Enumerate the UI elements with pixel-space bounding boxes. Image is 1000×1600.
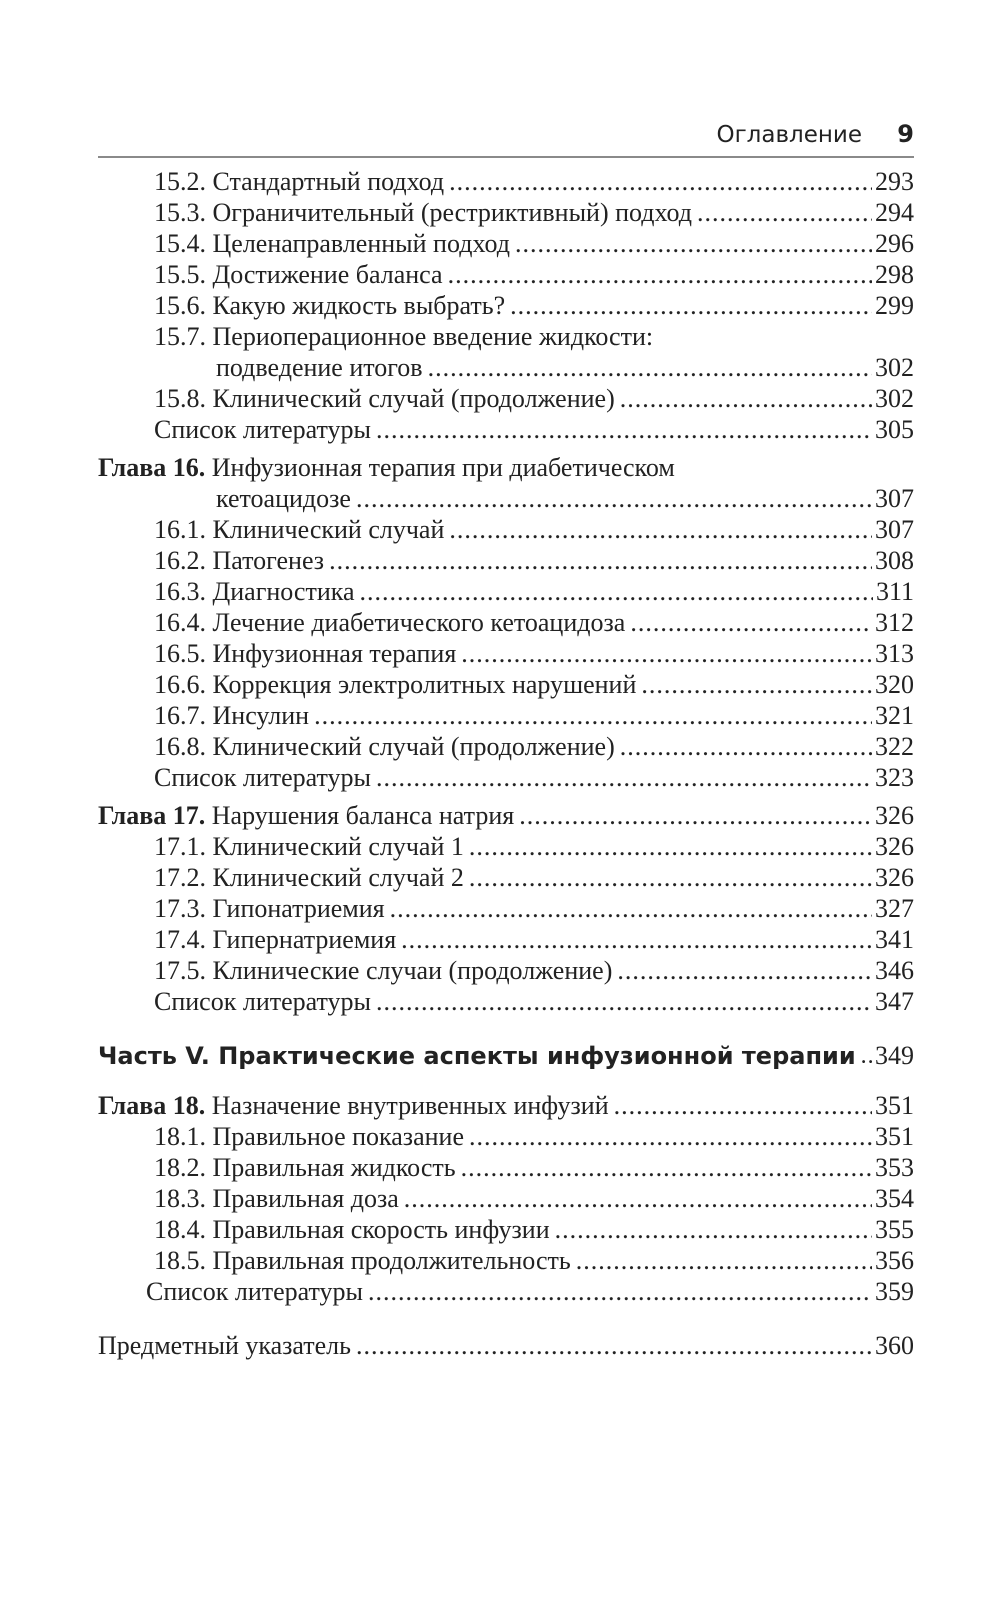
toc-entry[interactable]: [98, 1245, 914, 1277]
toc-entry[interactable]: [98, 862, 914, 894]
leader-dots: [356, 483, 872, 515]
leader-dots: [401, 924, 872, 956]
running-header: [98, 114, 914, 158]
toc-entry-title: Список литературы: [154, 763, 371, 792]
toc-entry-title: 16.6. Коррекция электролитных нарушений: [154, 670, 637, 699]
toc-entry-title: 17.5. Клинические случаи (продолжение): [154, 956, 613, 985]
toc-entry[interactable]: [98, 1121, 914, 1153]
toc-entry[interactable]: [98, 762, 914, 794]
toc-entry[interactable]: [98, 259, 914, 291]
leader-dots: [376, 414, 872, 446]
toc-entry-title: 18.1. Правильное показание: [154, 1122, 464, 1151]
header-page-number: 9: [897, 120, 914, 148]
leader-dots: [461, 1152, 872, 1184]
toc-entry-page: 323: [875, 763, 914, 792]
toc-entry-title: 18.5. Правильная продолжительность: [154, 1246, 571, 1275]
toc-entry-page: 307: [875, 515, 914, 544]
toc-entry-page: 308: [875, 546, 914, 575]
toc-entry[interactable]: [98, 986, 914, 1018]
leader-dots: [428, 352, 872, 384]
toc-entry-page: 313: [875, 639, 914, 668]
toc-entry-page: 346: [875, 956, 914, 985]
leader-dots: [515, 228, 872, 260]
toc-entry[interactable]: [98, 700, 914, 732]
leader-dots: [376, 762, 872, 794]
toc-entry-page: 294: [875, 198, 914, 227]
toc-entry-page: 321: [875, 701, 914, 730]
toc-entry-title: подведение итогов: [216, 353, 423, 382]
toc-entry-page: 326: [875, 863, 914, 892]
toc-entry-page: 351: [875, 1122, 914, 1151]
toc-entry[interactable]: [98, 576, 914, 608]
leader-dots: [614, 1090, 872, 1122]
toc-entry-title: 17.1. Клинический случай 1: [154, 832, 464, 861]
toc-entry-title: 15.3. Ограничительный (рестриктивный) подход: [154, 198, 692, 227]
leader-dots: [356, 1330, 872, 1362]
toc-entry[interactable]: [98, 893, 914, 925]
toc-entry-page: 356: [875, 1246, 914, 1275]
leader-dots: [469, 862, 872, 894]
chapter-title: Нарушения баланса натрия: [211, 801, 515, 830]
toc-entry-title: 17.4. Гипернатриемия: [154, 925, 397, 954]
toc-entry-page: 307: [875, 484, 914, 513]
leader-dots: [449, 166, 872, 198]
chapter-title: Назначение внутривенных инфузий: [211, 1091, 609, 1120]
toc-entry-page: 320: [875, 670, 914, 699]
leader-dots: [620, 383, 872, 415]
toc-entry[interactable]: [98, 514, 914, 546]
toc-entry[interactable]: [98, 1276, 914, 1308]
toc-entry-title: 15.2. Стандартный подход: [154, 167, 445, 196]
toc-entry-title: 16.3. Диагностика: [154, 577, 355, 606]
leader-dots: [329, 545, 872, 577]
toc-entry-page: 355: [875, 1215, 914, 1244]
leader-dots: [461, 638, 872, 670]
chapter-label: Глава 18.: [98, 1091, 206, 1120]
toc-entry-title: 17.3. Гипонатриемия: [154, 894, 385, 923]
toc-entry-title: Список литературы: [146, 1277, 363, 1306]
toc-entry-title: 16.2. Патогенез: [154, 546, 325, 575]
leader-dots: [620, 731, 872, 763]
toc-entry-title: 15.7. Периоперационное введение жидкости:: [154, 322, 654, 351]
toc-entry-title: 17.2. Клинический случай 2: [154, 863, 464, 892]
toc-entry-page: 359: [875, 1277, 914, 1306]
leader-dots: [469, 831, 872, 863]
toc-entry-page: 327: [875, 894, 914, 923]
chapter-label: Глава 16.: [98, 453, 206, 482]
leader-dots: [641, 669, 872, 701]
leader-dots: [630, 607, 872, 639]
toc-entry-title: 15.5. Достижение баланса: [154, 260, 443, 289]
toc-entry-page: 311: [875, 577, 914, 606]
toc-entry[interactable]: [98, 352, 914, 384]
leader-dots: [376, 986, 872, 1018]
toc-entry-title: 18.4. Правильная скорость инфузии: [154, 1215, 550, 1244]
header-title: Оглавление: [716, 122, 862, 148]
toc-entry[interactable]: [98, 638, 914, 670]
toc-entry[interactable]: [98, 1214, 914, 1246]
toc-entry[interactable]: [98, 166, 914, 198]
leader-dots: [314, 700, 872, 732]
leader-dots: [469, 1121, 872, 1153]
toc-entry[interactable]: [98, 924, 914, 956]
leader-dots: [368, 1276, 872, 1308]
part-title: Часть V. Практические аспекты инфузионной терапии: [98, 1042, 856, 1070]
toc-entry-page: 341: [875, 925, 914, 954]
toc-entry-title: 18.2. Правильная жидкость: [154, 1153, 456, 1182]
toc-entry-page: 353: [875, 1153, 914, 1182]
toc-entry-page: 322: [875, 732, 914, 761]
toc-entry[interactable]: [98, 955, 914, 987]
toc-entry-page: 326: [875, 801, 914, 830]
toc-entry-page: 349: [875, 1041, 914, 1070]
toc-entry[interactable]: [98, 1183, 914, 1215]
toc-entry-page: 299: [875, 291, 914, 320]
toc-entry-page: 305: [875, 415, 914, 444]
toc-chapter[interactable]: [98, 452, 914, 484]
toc-entry-title: 15.4. Целенаправленный подход: [154, 229, 510, 258]
toc-entry-page: 298: [875, 260, 914, 289]
leader-dots: [861, 1040, 872, 1072]
toc-entry[interactable]: [98, 290, 914, 322]
leader-dots: [576, 1245, 872, 1277]
leader-dots: [555, 1214, 872, 1246]
leader-dots: [617, 955, 872, 987]
toc-entry[interactable]: [98, 321, 914, 353]
toc-entry-page: 296: [875, 229, 914, 258]
leader-dots: [697, 197, 872, 229]
toc-entry-title: Список литературы: [154, 987, 371, 1016]
toc-entry-title: 16.1. Клинический случай: [154, 515, 445, 544]
toc-entry-title: 16.4. Лечение диабетического кетоацидоза: [154, 608, 626, 637]
toc-entry-title: Предметный указатель: [98, 1331, 352, 1360]
toc-entry[interactable]: [98, 383, 914, 415]
toc-entry-page: 312: [875, 608, 914, 637]
leader-dots: [510, 290, 872, 322]
leader-dots: [404, 1183, 872, 1215]
toc-entry-title: 16.7. Инсулин: [154, 701, 310, 730]
toc-chapter[interactable]: [98, 800, 914, 832]
toc-entry-page: 347: [875, 987, 914, 1016]
toc-entry[interactable]: [98, 228, 914, 260]
toc-entry-page: 293: [875, 167, 914, 196]
toc-entry[interactable]: [98, 607, 914, 639]
toc-chapter[interactable]: [98, 1090, 914, 1122]
toc-entry-title: кетоацидозе: [216, 484, 351, 513]
toc-entry-page: 302: [875, 384, 914, 413]
toc-entry-page: 360: [875, 1331, 914, 1360]
leader-dots: [449, 514, 872, 546]
toc-entry[interactable]: [98, 545, 914, 577]
toc-entry-title: Список литературы: [154, 415, 371, 444]
toc-entry[interactable]: [98, 731, 914, 763]
toc-entry[interactable]: [98, 483, 914, 515]
chapter-title: Инфузионная терапия при диабетическом: [211, 453, 675, 482]
toc-entry-page: 326: [875, 832, 914, 861]
toc-entry[interactable]: [98, 669, 914, 701]
chapter-label: Глава 17.: [98, 801, 206, 830]
leader-dots: [390, 893, 872, 925]
toc-entry-title: 15.8. Клинический случай (продолжение): [154, 384, 615, 413]
toc-entry-page: 354: [875, 1184, 914, 1213]
toc-index-entry[interactable]: [98, 1330, 914, 1362]
toc-entry[interactable]: [98, 1152, 914, 1184]
toc-entry[interactable]: [98, 414, 914, 446]
toc-part[interactable]: [98, 1040, 914, 1072]
toc-entry-title: 16.8. Клинический случай (продолжение): [154, 732, 615, 761]
toc-entry-title: 16.5. Инфузионная терапия: [154, 639, 457, 668]
toc-entry-page: 351: [875, 1091, 914, 1120]
leader-dots: [519, 800, 872, 832]
toc-entry[interactable]: [98, 831, 914, 863]
leader-dots: [360, 576, 873, 608]
leader-dots: [448, 259, 872, 291]
toc-entry-title: 18.3. Правильная доза: [154, 1184, 399, 1213]
toc-entry-page: 302: [875, 353, 914, 382]
toc-entry-title: 15.6. Какую жидкость выбрать?: [154, 291, 506, 320]
toc-entry[interactable]: [98, 197, 914, 229]
